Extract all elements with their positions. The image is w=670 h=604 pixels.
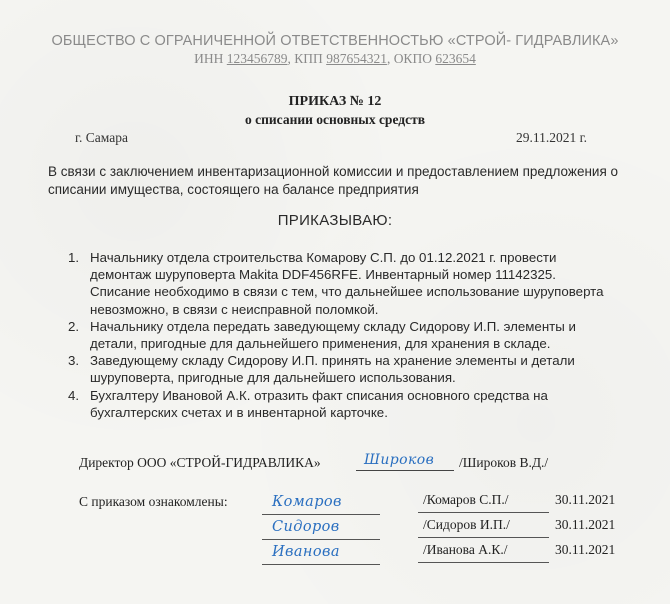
order-items-list [68,249,613,421]
acquainted-row [0,542,670,566]
order-item-text: Заведующему складу Сидорову И.П. принять на хранение элементы и детали шуруповерта, пригодные для дальнейшего использования. [90,353,575,386]
acquainted-date: 30.11.2021 [555,542,616,557]
order-item [68,318,613,352]
order-date: 29.11.2021 г. [516,130,588,145]
director-signature: Широков [364,452,435,468]
kpp-value: 987654321 [326,51,387,66]
order-item-text: Начальнику отдела строительства Комарову С.П. до 01.12.2021 г. провести демонтаж шуруповерта Makita DDF456RFE. Инвентарный номер 11142325. Списание необходимо в связи с тем, что дальнейшее использование шуруповерта невозможно, в связи с неисправной поломкой. [90,250,604,317]
order-city: г. Самара [75,130,128,145]
order-item [68,387,613,421]
inn-label: ИНН [194,51,224,66]
signature-line [262,542,380,565]
acquainted-row [0,517,670,541]
separator: , [287,51,295,66]
order-item-text: Бухгалтеру Ивановой А.К. отразить факт списания основного средства на бухгалтерских счетах и в инвентарной карточке. [90,387,548,420]
order-title: ПРИКАЗ № 12 [288,94,382,109]
handwritten-signature: Иванова [272,544,340,560]
director-name: /Широков В.Д./ [459,455,549,470]
order-item-number: 2. [68,318,80,334]
preamble-text: В связи с заключением инвентаризационной комиссии и предоставлением предложения о списании имущества, состоящего на балансе предприятия [48,164,619,197]
organization-details [0,51,670,67]
inn-value: 123456789 [226,51,288,66]
order-item [68,352,613,386]
order-item-number: 4. [68,387,80,403]
separator: , [386,51,394,66]
order-word: ПРИКАЗЫВАЮ: [277,212,393,229]
kpp-label: КПП [294,51,323,66]
okpo-label: ОКПО [393,51,432,66]
director-label: Директор ООО «СТРОЙ-ГИДРАВЛИКА» [79,455,321,470]
acquainted-date: 30.11.2021 [555,517,616,532]
director-signature-line [356,452,454,471]
acquainted-name: /Иванова А.К./ [418,542,549,563]
order-subject: о списании основных средств [244,112,425,127]
handwritten-signature: Комаров [272,494,342,510]
acquainted-name: /Комаров С.П./ [418,492,549,513]
organization-name: ОБЩЕСТВО С ОГРАНИЧЕННОЙ ОТВЕТСТВЕННОСТЬЮ «СТРОЙ- ГИДРАВЛИКА» [51,33,619,49]
order-item-text: Начальнику отдела передать заведующему складу Сидорову И.П. элементы и детали, пригодные для дальнейшего применения, для хранения в складе. [90,318,576,352]
okpo-value: 623654 [435,51,476,66]
signature-line [262,492,380,515]
acquainted-row [0,492,670,516]
acquainted-label: С приказом ознакомлены: [79,494,228,509]
signature-line [262,517,380,540]
handwritten-signature: Сидоров [272,519,340,535]
acquainted-date: 30.11.2021 [555,492,616,507]
acquainted-name: /Сидоров И.П./ [418,517,549,538]
order-item-number: 3. [68,353,80,369]
order-item-number: 1. [68,250,80,265]
order-item [68,249,613,318]
